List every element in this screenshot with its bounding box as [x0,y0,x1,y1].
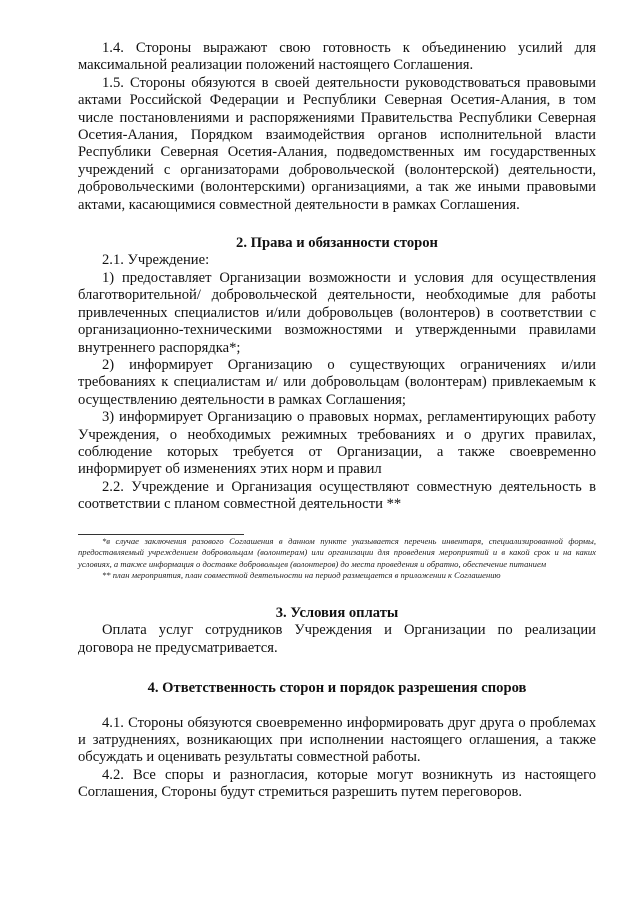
footnote-divider [78,534,244,535]
paragraph-1-4: 1.4. Стороны выражают свою готовность к объединению усилий для максимальной реализации положений настоящего Соглашения. [78,40,596,74]
section-3-heading: 3. Условия оплаты [275,604,399,621]
footnote-1: *в случае заключения разового Соглашения в данном пункте указывается перечень инвентаря, специализированной формы, предоставляемый учреждением добровольцам (волонтерам) или организации для проведения мероприятий и в какой срок и на каких условиях, а также информация о доставке добровольцев (волонтеров) до места проведения и обратно, обеспечение питанием [78,535,596,569]
paragraph-2-1-item-3: 3) информирует Организацию о правовых нормах, регламентирующих работу Учреждения, о необходимых режимных требованиях и о других правилах, соблюдение которых требуется от Организации, а также своевременно информирует об изменениях этих норм и правил [78,409,596,478]
paragraph-4-1: 4.1. Стороны обязуются своевременно информировать друг друга о проблемах и затруднениях, возникающих при исполнении настоящего оглашения, а также обсуждать и оценивать результаты совместной работы. [78,714,596,766]
paragraph-2-1: 2.1. Учреждение: [102,252,210,269]
paragraph-1-5: 1.5. Стороны обязуются в своей деятельности руководствоваться правовыми актами Российской Федерации и Республики Северная Осетия-Алания, в том числе постановлениями и распоряжениями Правительства Республики Северная Осетия-Алания, Порядком взаимодействия органов исполнительной власти Республики Северная Осетия-Алания, подведомственных им государственных учреждений с организаторами добровольческой (волонтерской) деятельности, добровольческими (волонтерскими) организациями, а так же иными правовыми актами, касающимися совместной деятельности в рамках Соглашения. [78,74,596,213]
paragraph-2-1-item-2: 2) информирует Организацию о существующих ограничениях и/или требованиях к специалистам и/ или добровольцам (волонтерам) привлекаемым к осуществлению деятельности в рамках Соглашения; [78,356,596,408]
paragraph-2-2: 2.2. Учреждение и Организация осуществляют совместную деятельность в соответствии с планом совместной деятельности ** [78,478,596,513]
paragraph-3: Оплата услуг сотрудников Учреждения и Организации по реализации договора не предусматривается. [78,622,596,656]
paragraph-4-2: 4.2. Все споры и разногласия, которые могут возникнуть из настоящего Соглашения, Стороны будут стремиться разрешить путем переговоров. [78,766,596,801]
footnotes [78,536,596,582]
paragraph-2-1-item-1: 1) предоставляет Организации возможности и условия для осуществления благотворительной/ добровольческой деятельности, необходимые для работы привлеченных специалистов и/или добровольцев (волонтеров) в соответствии с организационно-техническими возможностями и утвержденными правилами внутреннего распорядка*; [78,269,596,356]
document-page [78,40,596,802]
section-4-heading: 4. Ответственность сторон и порядок разрешения споров [147,680,527,697]
footnote-2: ** план мероприятия, план совместной деятельности на период размещается в приложении к Соглашению [102,570,501,581]
section-2-heading: 2. Права и обязанности сторон [236,235,438,252]
